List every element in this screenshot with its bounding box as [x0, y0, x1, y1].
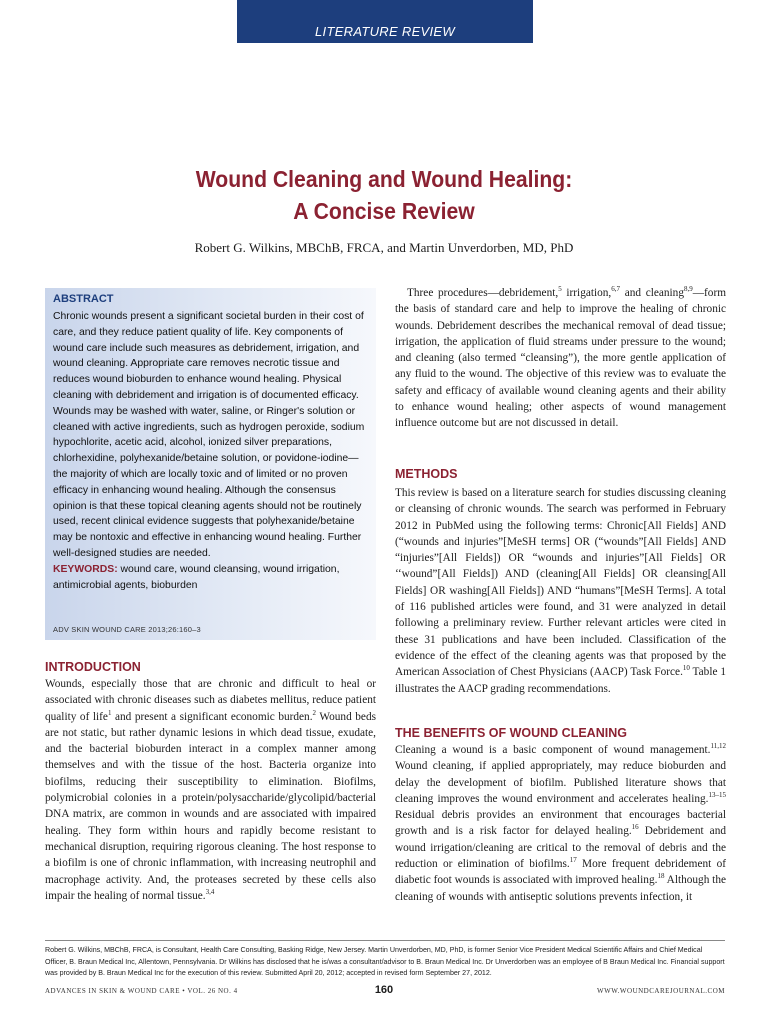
- methods-tail: Table 1 illustrates the AACP grading recommendations.: [395, 666, 726, 695]
- intro-continued-text: [395, 285, 726, 432]
- abstract-box: [45, 288, 376, 640]
- ref-3-4: 3,4: [205, 888, 215, 897]
- ref-8-9: 8,9: [683, 285, 693, 294]
- section-banner-label: LITERATURE REVIEW: [315, 24, 455, 39]
- intro-cont-a: Three procedures—debridement,: [407, 287, 559, 299]
- keywords-list: wound care, wound cleansing, wound irrigation, antimicrobial agents, bioburden: [53, 563, 340, 591]
- introduction-heading: INTRODUCTION: [45, 660, 141, 674]
- benefits-b: Wound cleaning, if applied appropriately, may reduce bioburden and delay the development of biofilm. Published literature shows that cleaning improves the wound environment and accelerates healing.: [395, 760, 726, 805]
- benefits-heading: THE BENEFITS OF WOUND CLEANING: [395, 726, 627, 740]
- benefits-d: Debridement and wound irrigation/cleaning are critical to the removal of debris and the reduction or elimination of biofilms.: [395, 825, 726, 871]
- author-list: Robert G. Wilkins, MBChB, FRCA, and Martin Unverdorben, MD, PhD: [194, 240, 574, 255]
- abstract-body: Chronic wounds present a significant societal burden in their cost of care, and they reduce patient quality of life. Key components of wound care include such measures as debridement, irrigation, and wound cleaning. Appropriate care removes necrotic tissue and reduces wound bioburden to enhance wound healing. Physical cleaning with debridement and irrigation is of documented efficacy. Wounds may be washed with water, saline, or Ringer's solution or cleaned with active ingredients, such as hydrogen peroxide, sodium hypochlorite, acetic acid, alcohol, ionized silver preparations, chlorhexidine, polyhexanide/betaine solution, or povidone-iodine—the majority of which are locally toxic and of limited or no proven efficacy in enhancing wound healing. Although the consensus opinion is that these topical cleaning agents should not be routinely used, recent clinical evidence suggests that polyhexanide/betaine may be nontoxic and effective in enhancing wound healing. Further well-designed studies are needed.: [53, 311, 365, 559]
- introduction-text: [45, 676, 376, 904]
- ref-13-15: 13–15: [708, 791, 726, 800]
- ref-1: 1: [107, 708, 112, 717]
- ref-16: 16: [631, 823, 639, 832]
- journal-footer: ADVANCES IN SKIN & WOUND CARE • VOL. 26 NO. 4: [45, 987, 238, 995]
- benefits-a: Cleaning a wound is a basic component of wound management.: [395, 744, 711, 756]
- journal-citation: ADV SKIN WOUND CARE 2013;26:160–3: [53, 625, 201, 634]
- ref-2: 2: [312, 708, 317, 717]
- benefits-f: Although the cleaning of wounds with antiseptic solutions prevents infection, it: [395, 874, 726, 903]
- intro-cont-b: irrigation,: [561, 287, 612, 299]
- abstract-text: [53, 309, 369, 593]
- benefits-c: Residual debris provides an environment that encourages bacterial growth and is a risk factor for delayed healing.: [395, 809, 726, 838]
- ref-18: 18: [657, 872, 665, 881]
- methods-body: This review is based on a literature search for studies discussing cleaning or cleansing of chronic wounds. The search was performed in February 2012 in PubMed using the following terms: Chronic[All Fields] AND (“wounds and injuries”[MeSH terms] OR (“wounds”[All Fields] AND “injuries”[All Fields]) OR “wounds and injuries”[All Fields] OR ‘‘wound”[All Fields]) AND (cleaning[All Fields] OR cleansing[All Fields] OR washing[All Fields]) AND “humans”[MeSH Terms]. A total of 116 published articles were found, and 31 were analyzed in detail following a preliminary review. Further relevant articles were cited in these 31 publications and have been included. Classification of the evidence of the effect of the cleaning agents was that proposed by the American Association of Chest Physicians (AACP) Task Force.: [395, 487, 726, 679]
- ref-6-7: 6,7: [611, 285, 620, 294]
- ref-10: 10: [682, 664, 690, 673]
- author-affiliation-footnote: Robert G. Wilkins, MBChB, FRCA, is Consultant, Health Care Consulting, Basking Ridge, New Jersey. Martin Unverdorben, MD, PhD, is former Senior Vice President Medical Scientific Affairs and Chief Medical Officer, B. Braun Medical Inc, Allentown, Pennsylvania. Dr Wilkins has disclosed that he is/was a consultant/advisor to B. Braun Medical Inc. Dr Unverdorben was an employee of B Braun Medical Inc. Financial support was provided by B. Braun Medical Inc for the execution of this review. Submitted April 20, 2012; accepted in revised form September 27, 2012.: [45, 940, 725, 980]
- benefits-text: [395, 742, 726, 905]
- ref-11-12: 11,12: [710, 742, 726, 751]
- page-number: 160: [374, 984, 394, 996]
- article-title-line1: Wound Cleaning and Wound Healing:: [195, 166, 573, 192]
- abstract-heading: ABSTRACT: [53, 293, 114, 305]
- intro-part-3: Wound beds are not static, but rather dynamic lesions in which dead tissue, exudate, and the bacterial bioburden interact in a complex manner among themselves and with the tissue of the host. Bacteria organize into biofilms, reducing their susceptibility to elimination. Biofilms, polymicrobial colonies in a protein/polysaccharide/glycolipid/bacterial DNA matrix, are common in wounds and are associated with impaired healing. They form within hours and rapidly become resistant to mechanical disruption, requiring rigorous cleaning. The host response to a biofilm is one of chronic inflammation, with increasing neutrophil and macrophage activity. And, the proteases secreted by these cells also impair the healing of normal tissue.: [45, 710, 376, 902]
- methods-text: [395, 485, 726, 697]
- methods-heading: METHODS: [395, 467, 458, 481]
- section-banner: [237, 0, 533, 43]
- intro-cont-c: and cleaning: [620, 287, 684, 299]
- intro-cont-d: —form the basis of standard care and help to improve the healing of chronic wounds. Debridement describes the mechanical removal of dead tissue; irrigation, the application of fluid streams under pressure to the wound; and cleaning (also termed “cleansing”), the more gentle application of any fluid to the wound. The objective of this review was to evaluate the safety and efficacy of available wound cleaning agents and their ability to enhance wound healing; other aspects of wound management influence outcome but are not discussed in detail.: [395, 287, 726, 430]
- keywords-label: KEYWORDS:: [53, 563, 118, 575]
- ref-5: 5: [558, 285, 562, 294]
- intro-part-1: Wounds, especially those that are chronic and difficult to heal or associated with chronic diseases such as diabetes mellitus, reduce patient quality of life: [45, 678, 376, 723]
- article-title-line2: A Concise Review: [293, 198, 475, 224]
- benefits-e: More frequent debridement of diabetic foot wounds is associated with improved healing.: [395, 858, 726, 887]
- journal-website: WWW.WOUNDCAREJOURNAL.COM: [596, 987, 725, 995]
- intro-part-2: and present a significant economic burden.: [111, 710, 313, 723]
- article-title: [31, 163, 738, 227]
- ref-17: 17: [569, 856, 577, 865]
